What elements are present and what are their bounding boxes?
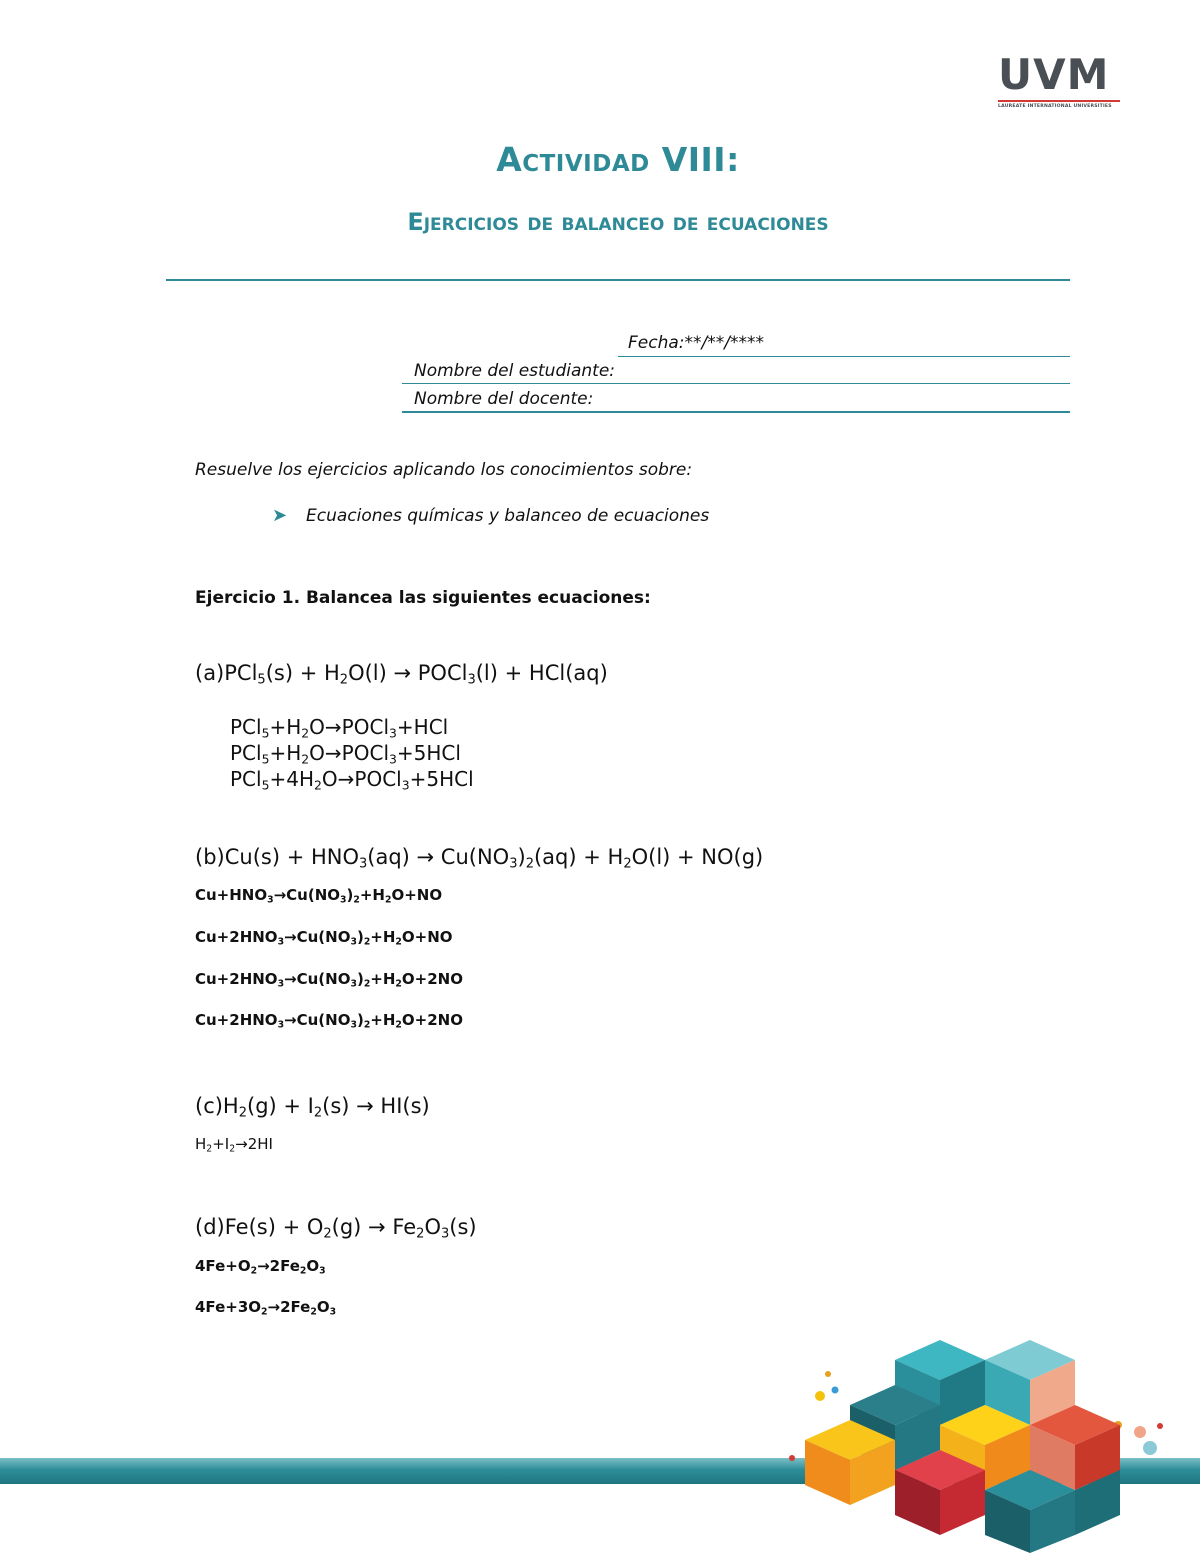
student-rule (402, 383, 1070, 384)
arrow-bullet-icon: ➤ (272, 505, 288, 526)
solution-line: $Cu+HNO_3\to Cu(NO_3)_2+H_2O+NO$ (195, 886, 443, 906)
solutions-a (230, 714, 474, 792)
cubes-decoration-icon (780, 1330, 1200, 1553)
student-name-label: Nombre del estudiante: (414, 361, 616, 381)
document-subtitle: Ejercicios de balanceo de ecuaciones (407, 208, 829, 236)
exercise-heading: Ejercicio 1. Balancea las siguientes ecuaciones: (195, 588, 651, 608)
equation-c: $(c)H_2(g) + I_2(s) \to HI(s)$ (195, 1094, 430, 1121)
instructions-intro: Resuelve los ejercicios aplicando los conocimientos sobre: (195, 460, 693, 480)
date-field: Fecha:**/**/**** (628, 333, 764, 353)
solution-line: $Cu+2HNO_3\to Cu(NO_3)_2+H_2O+2NO$ (195, 970, 463, 990)
solution-line: $Cu+2HNO_3\to Cu(NO_3)_2+H_2O+2NO$ (195, 1011, 463, 1031)
solution-line: $PCl_5+H_2O\to POCl_3+5HCl$ (230, 741, 461, 767)
document-title: Actividad VIII: (496, 140, 740, 179)
logo-underline (998, 100, 1120, 102)
solution-line: $H_2+I_2\to 2HI$ (195, 1135, 273, 1155)
solution-line: $4Fe+3O_2\to 2Fe_2O_3$ (195, 1298, 337, 1318)
solution-line: $4Fe+O_2\to 2Fe_2O_3$ (195, 1257, 326, 1277)
equation-a: $(a)PCl_5(s) + H_2O(l)$ → POCl$_3$(l) + HCl(aq) (195, 661, 608, 688)
title-divider (166, 279, 1070, 281)
logo-tagline: LAUREATE INTERNATIONAL UNIVERSITIES (998, 104, 1112, 109)
solution-line: $PCl_5+4H_2O\to POCl_3+5HCl$ (230, 767, 474, 793)
solution-line: $Cu+2HNO_3\to Cu(NO_3)_2+H_2O+NO$ (195, 928, 453, 948)
solution-line: $PCl_5+H_2O\to POCl_3+HCl$ (230, 715, 449, 741)
instructions-bullet: Ecuaciones químicas y balanceo de ecuaciones (306, 506, 710, 526)
date-rule (618, 356, 1070, 357)
uvm-logo (998, 52, 1122, 110)
logo-text: UVM (998, 50, 1110, 99)
equation-b: $(b)Cu(s) + HNO_3(aq) \to Cu(NO_3)_2(aq) + H_2O(l) + NO(g)$ (195, 845, 764, 872)
teacher-name-label: Nombre del docente: (414, 389, 594, 409)
teacher-rule (402, 411, 1070, 413)
equation-d: $(d)Fe(s) + O_2(g) \to Fe_2O_3(s)$ (195, 1215, 477, 1242)
